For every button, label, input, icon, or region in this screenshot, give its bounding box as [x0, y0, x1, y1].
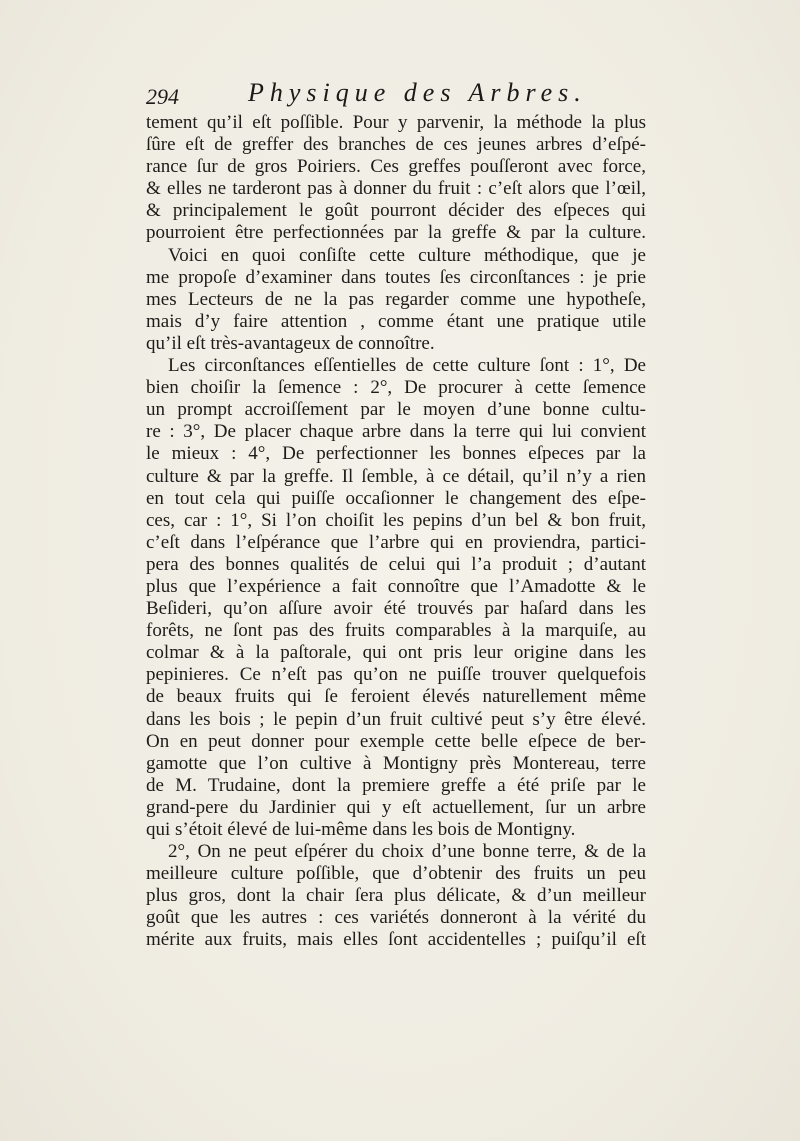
- text-line: pourroient être perfectionnées par la greffe & par la culture.: [146, 222, 646, 244]
- text-line: forêts, ne ſont pas des fruits comparables à la marquiſe, au: [146, 620, 646, 642]
- text-line: Voici en quoi conſiſte cette culture méthodique, que je: [168, 244, 646, 266]
- text-line: de beaux fruits qui ſe feroient élevés naturellement même: [146, 686, 646, 708]
- text-line: pera des bonnes qualités de celui qui l’a produit ; d’autant: [146, 553, 646, 575]
- text-line: mérite aux fruits, mais elles ſont accidentelles ; puiſqu’il eſt: [146, 929, 646, 951]
- text-line: me propoſe d’examiner dans toutes ſes circonſtances : je prie: [146, 266, 646, 288]
- text-line: re : 3°, De placer chaque arbre dans la terre qui lui convient: [146, 421, 646, 443]
- text-line: Les circonſtances eſſentielles de cette culture ſont : 1°, De: [168, 355, 646, 377]
- page-number: 294: [146, 84, 179, 109]
- text-line: colmar & à la paſtorale, qui ont pris leur origine dans les: [146, 642, 646, 664]
- text-line: rance ſur de gros Poiriers. Ces greffes pouſſeront avec force,: [146, 156, 646, 178]
- text-line: bien choiſir la ſemence : 2°, De procurer à cette ſemence: [146, 377, 646, 399]
- text-line: qu’il eſt très-avantageux de connoître.: [146, 332, 435, 354]
- text-line: goût que les autres : ces variétés donneront à la vérité du: [146, 907, 646, 929]
- text-line: ces, car : 1°, Si l’on choiſit les pepins d’un bel & bon fruit,: [146, 509, 646, 531]
- text-line: culture & par la greffe. Il ſemble, à ce détail, qu’il n’y a rien: [146, 465, 646, 487]
- text-line: & principalement le goût pourront décider des eſpeces qui: [146, 200, 646, 222]
- text-line: dans les bois ; le pepin d’un fruit cultivé peut s’y être élevé.: [146, 708, 646, 730]
- text-line: gamotte que l’on cultive à Montigny près Montereau, terre: [146, 752, 646, 774]
- text-line: c’eſt dans l’eſpérance que l’arbre qui en proviendra, partici-: [146, 531, 646, 553]
- text-line: meilleure culture poſſible, que d’obtenir des fruits un peu: [146, 863, 646, 885]
- text-line: ſûre eſt de greffer des branches de ces jeunes arbres d’eſpé-: [146, 134, 646, 156]
- text-line: Beſideri, qu’on aſſure avoir été trouvés par haſard dans les: [146, 598, 646, 620]
- body-text: [146, 112, 646, 952]
- text-line: un prompt accroiſſement par le moyen d’une bonne cultu-: [146, 399, 646, 421]
- text-line: On en peut donner pour exemple cette belle eſpece de ber-: [146, 730, 646, 752]
- text-line: 2°, On ne peut eſpérer du choix d’une bonne terre, & de la: [168, 841, 646, 863]
- text-line: mais d’y faire attention , comme étant une pratique utile: [146, 310, 646, 332]
- running-title: Physique des Arbres.: [248, 78, 587, 107]
- text-line: plus gros, dont la chair ſera plus délicate, & d’un meilleur: [146, 885, 646, 907]
- text-line: plus que l’expérience a fait connoître que l’Amadotte & le: [146, 575, 646, 597]
- text-line: pepinieres. Ce n’eſt pas qu’on ne puiſſe trouver quelquefois: [146, 664, 646, 686]
- page-header: [146, 78, 646, 114]
- text-line: de M. Trudaine, dont la premiere greffe a été priſe par le: [146, 774, 646, 796]
- text-line: tement qu’il eſt poſſible. Pour y parvenir, la méthode la plus: [146, 112, 646, 133]
- text-line: qui s’étoit élevé de lui-même dans les bois de Montigny.: [146, 819, 576, 840]
- text-line: mes Lecteurs de ne la pas regarder comme une hypotheſe,: [146, 288, 646, 310]
- text-line: grand-pere du Jardinier qui y eſt actuellement, ſur un arbre: [146, 796, 646, 818]
- text-line: & elles ne tarderont pas à donner du fruit : c’eſt alors que l’œil,: [146, 178, 646, 200]
- text-line: en tout cela qui puiſſe occaſionner le changement des eſpe-: [146, 487, 646, 509]
- text-line: le mieux : 4°, De perfectionner les bonnes eſpeces par la: [146, 443, 646, 465]
